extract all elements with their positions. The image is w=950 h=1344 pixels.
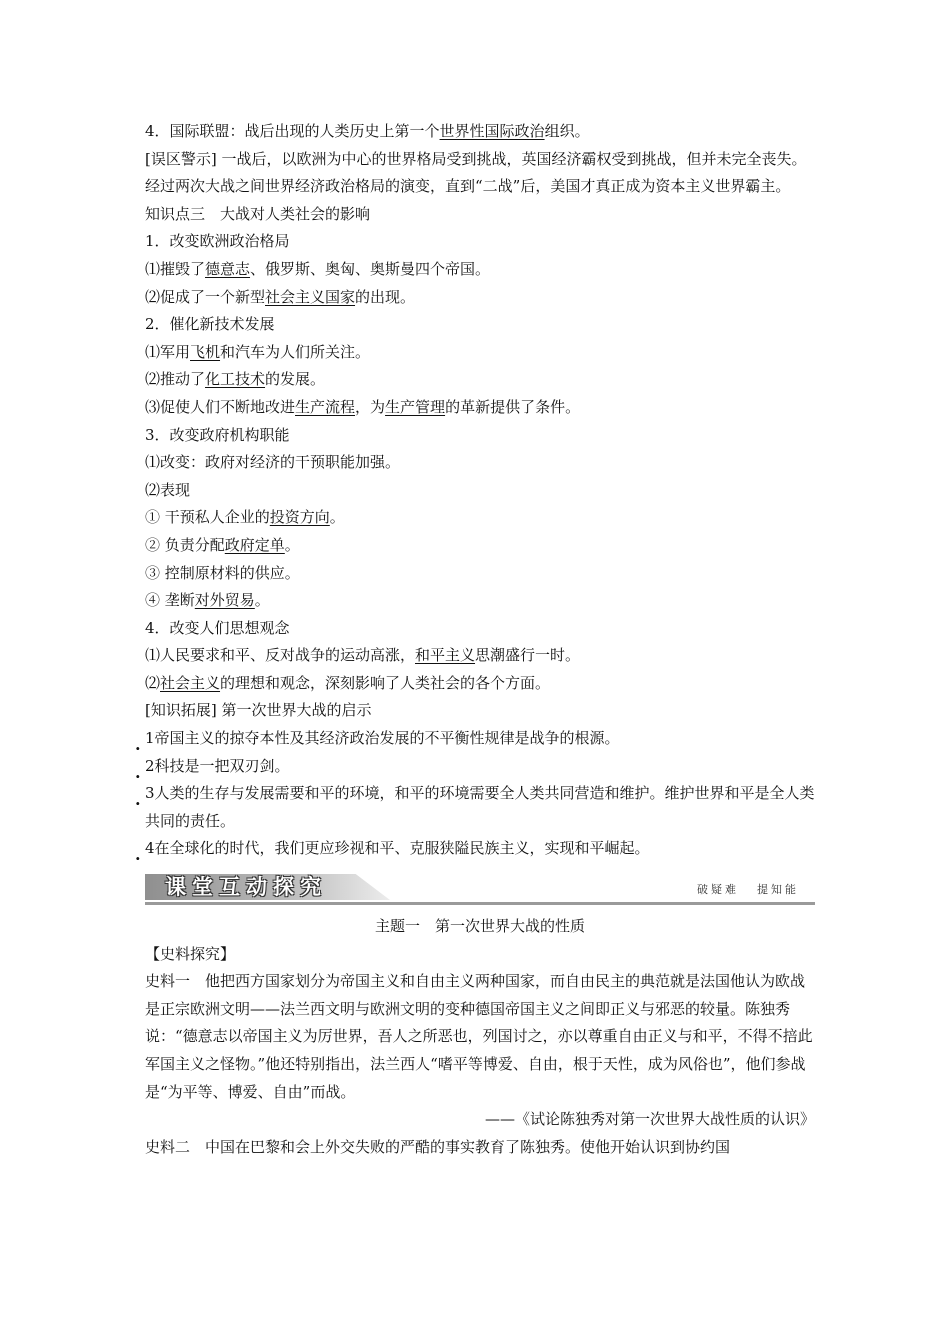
underlined-term: 德意志 [205,259,251,278]
list-item: ③ 控制原材料的供应。 [145,563,300,582]
list-item: ④ 垄断对外贸易。 [145,591,270,610]
text: 组织。 [544,122,590,140]
subsection-title: 1．改变欧洲政治格局 [145,232,290,251]
misconception-warning: [误区警示] 一战后，以欧洲为中心的世界格局受到挑战，英国经济霸权受到挑战，但并未完全丧失。经过两次大战之间世界经济政治格局的演变，直到“二战”后，美国才真正成为资本主义世界霸主。 [145,149,807,196]
underlined-term: 对外贸易 [194,591,255,610]
underlined-term: 飞机 [190,342,221,361]
underlined-term: 化工技术 [205,370,266,389]
knowledge-expansion-title: [知识拓展] 第一次世界大战的启示 [145,701,372,720]
knowledge-point-heading: 知识点三 大战对人类社会的影响 [145,204,371,223]
underlined-term: 政府定单 [224,535,285,554]
topic-title: 主题一 第一次世界大战的性质 [374,917,585,936]
list-item: ⑴摧毁了德意志、俄罗斯、奥匈、奥斯曼四个帝国。 [145,259,491,278]
material-source: ——《试论陈独秀对第一次世界大战性质的认识》 [484,1110,815,1129]
list-item: ⑵社会主义的理想和观念，深刻影响了人类社会的各个方面。 [145,673,551,692]
text: 4．国际联盟：战后出现的人类历史上第一个 [145,122,440,140]
section-banner [145,872,815,905]
expansion-item: . 1帝国主义的掠夺本性及其经济政治发展的不平衡性规律是战争的根源。 [145,725,815,753]
document-page [145,118,815,1161]
subsection-title: 3．改变政府机构职能 [145,425,290,444]
underlined-term: 社会主义 [160,673,221,692]
underlined-term: 投资方向 [269,508,330,527]
underlined-term: 生产流程 [295,397,356,416]
subsection-title: 2．催化新技术发展 [145,315,275,334]
material-two: 史料二 中国在巴黎和会上外交失败的严酷的事实教育了陈独秀。使他开始认识到协约国 [145,1137,731,1156]
list-item: ⑵推动了化工技术的发展。 [145,370,326,389]
list-item: ⑵促成了一个新型社会主义国家的出现。 [145,287,416,306]
underlined-term: 和平主义 [415,646,476,665]
list-item: ⑴改变：政府对经济的干预职能加强。 [145,453,401,472]
subsection-title: 4．改变人们思想观念 [145,618,290,637]
expansion-item: . 3人类的生存与发展需要和平的环境，和平的环境需要全人类共同营造和维护。维护世界和平是全人类共同的责任。 [145,780,815,835]
material-label: 【史料探究】 [145,944,236,963]
list-item: ② 负责分配政府定单。 [145,535,300,554]
list-item: ⑴军用飞机和汽车为人们所关注。 [145,342,371,361]
underlined-term: 世界性国际政治 [439,122,545,140]
tagline-2: 提知能 [757,883,799,897]
list-item: ⑴人民要求和平、反对战争的运动高涨，和平主义思潮盛行一时。 [145,646,581,665]
expansion-item: . 2科技是一把双刃剑。 [145,753,815,781]
list-item: ① 干预私人企业的投资方向。 [145,508,345,527]
banner-tagline [679,881,799,897]
expansion-item: . 4在全球化的时代，我们更应珍视和平、克服狭隘民族主义，实现和平崛起。 [145,835,815,863]
league-of-nations-line [145,118,815,146]
banner-title: 课堂互动探究 [165,874,327,900]
underlined-term: 生产管理 [385,397,446,416]
list-item: ⑵表现 [145,480,191,499]
list-item: ⑶促使人们不断地改进生产流程，为生产管理的革新提供了条件。 [145,397,581,416]
material-one: 史料一 他把西方国家划分为帝国主义和自由主义两种国家，而自由民主的典范就是法国他认为欧战是正宗欧洲文明——法兰西文明与欧洲文明的变种德国帝国主义之间即正义与邪恶的较量。陈独秀说：“德意志以帝国主义为厉世界，吾人之所恶也，列国讨之，亦以尊重自由正义与和平，不得不掊此军国主义之怪物。”他还特别指出，法兰西人“嗜平等博爱、自由，根于天性，成为风俗也”，他们参战是“为平等、博爱、自由”而战。 [145,972,813,1101]
underlined-term: 社会主义国家 [265,287,356,306]
tagline-1: 破疑难 [697,883,739,897]
